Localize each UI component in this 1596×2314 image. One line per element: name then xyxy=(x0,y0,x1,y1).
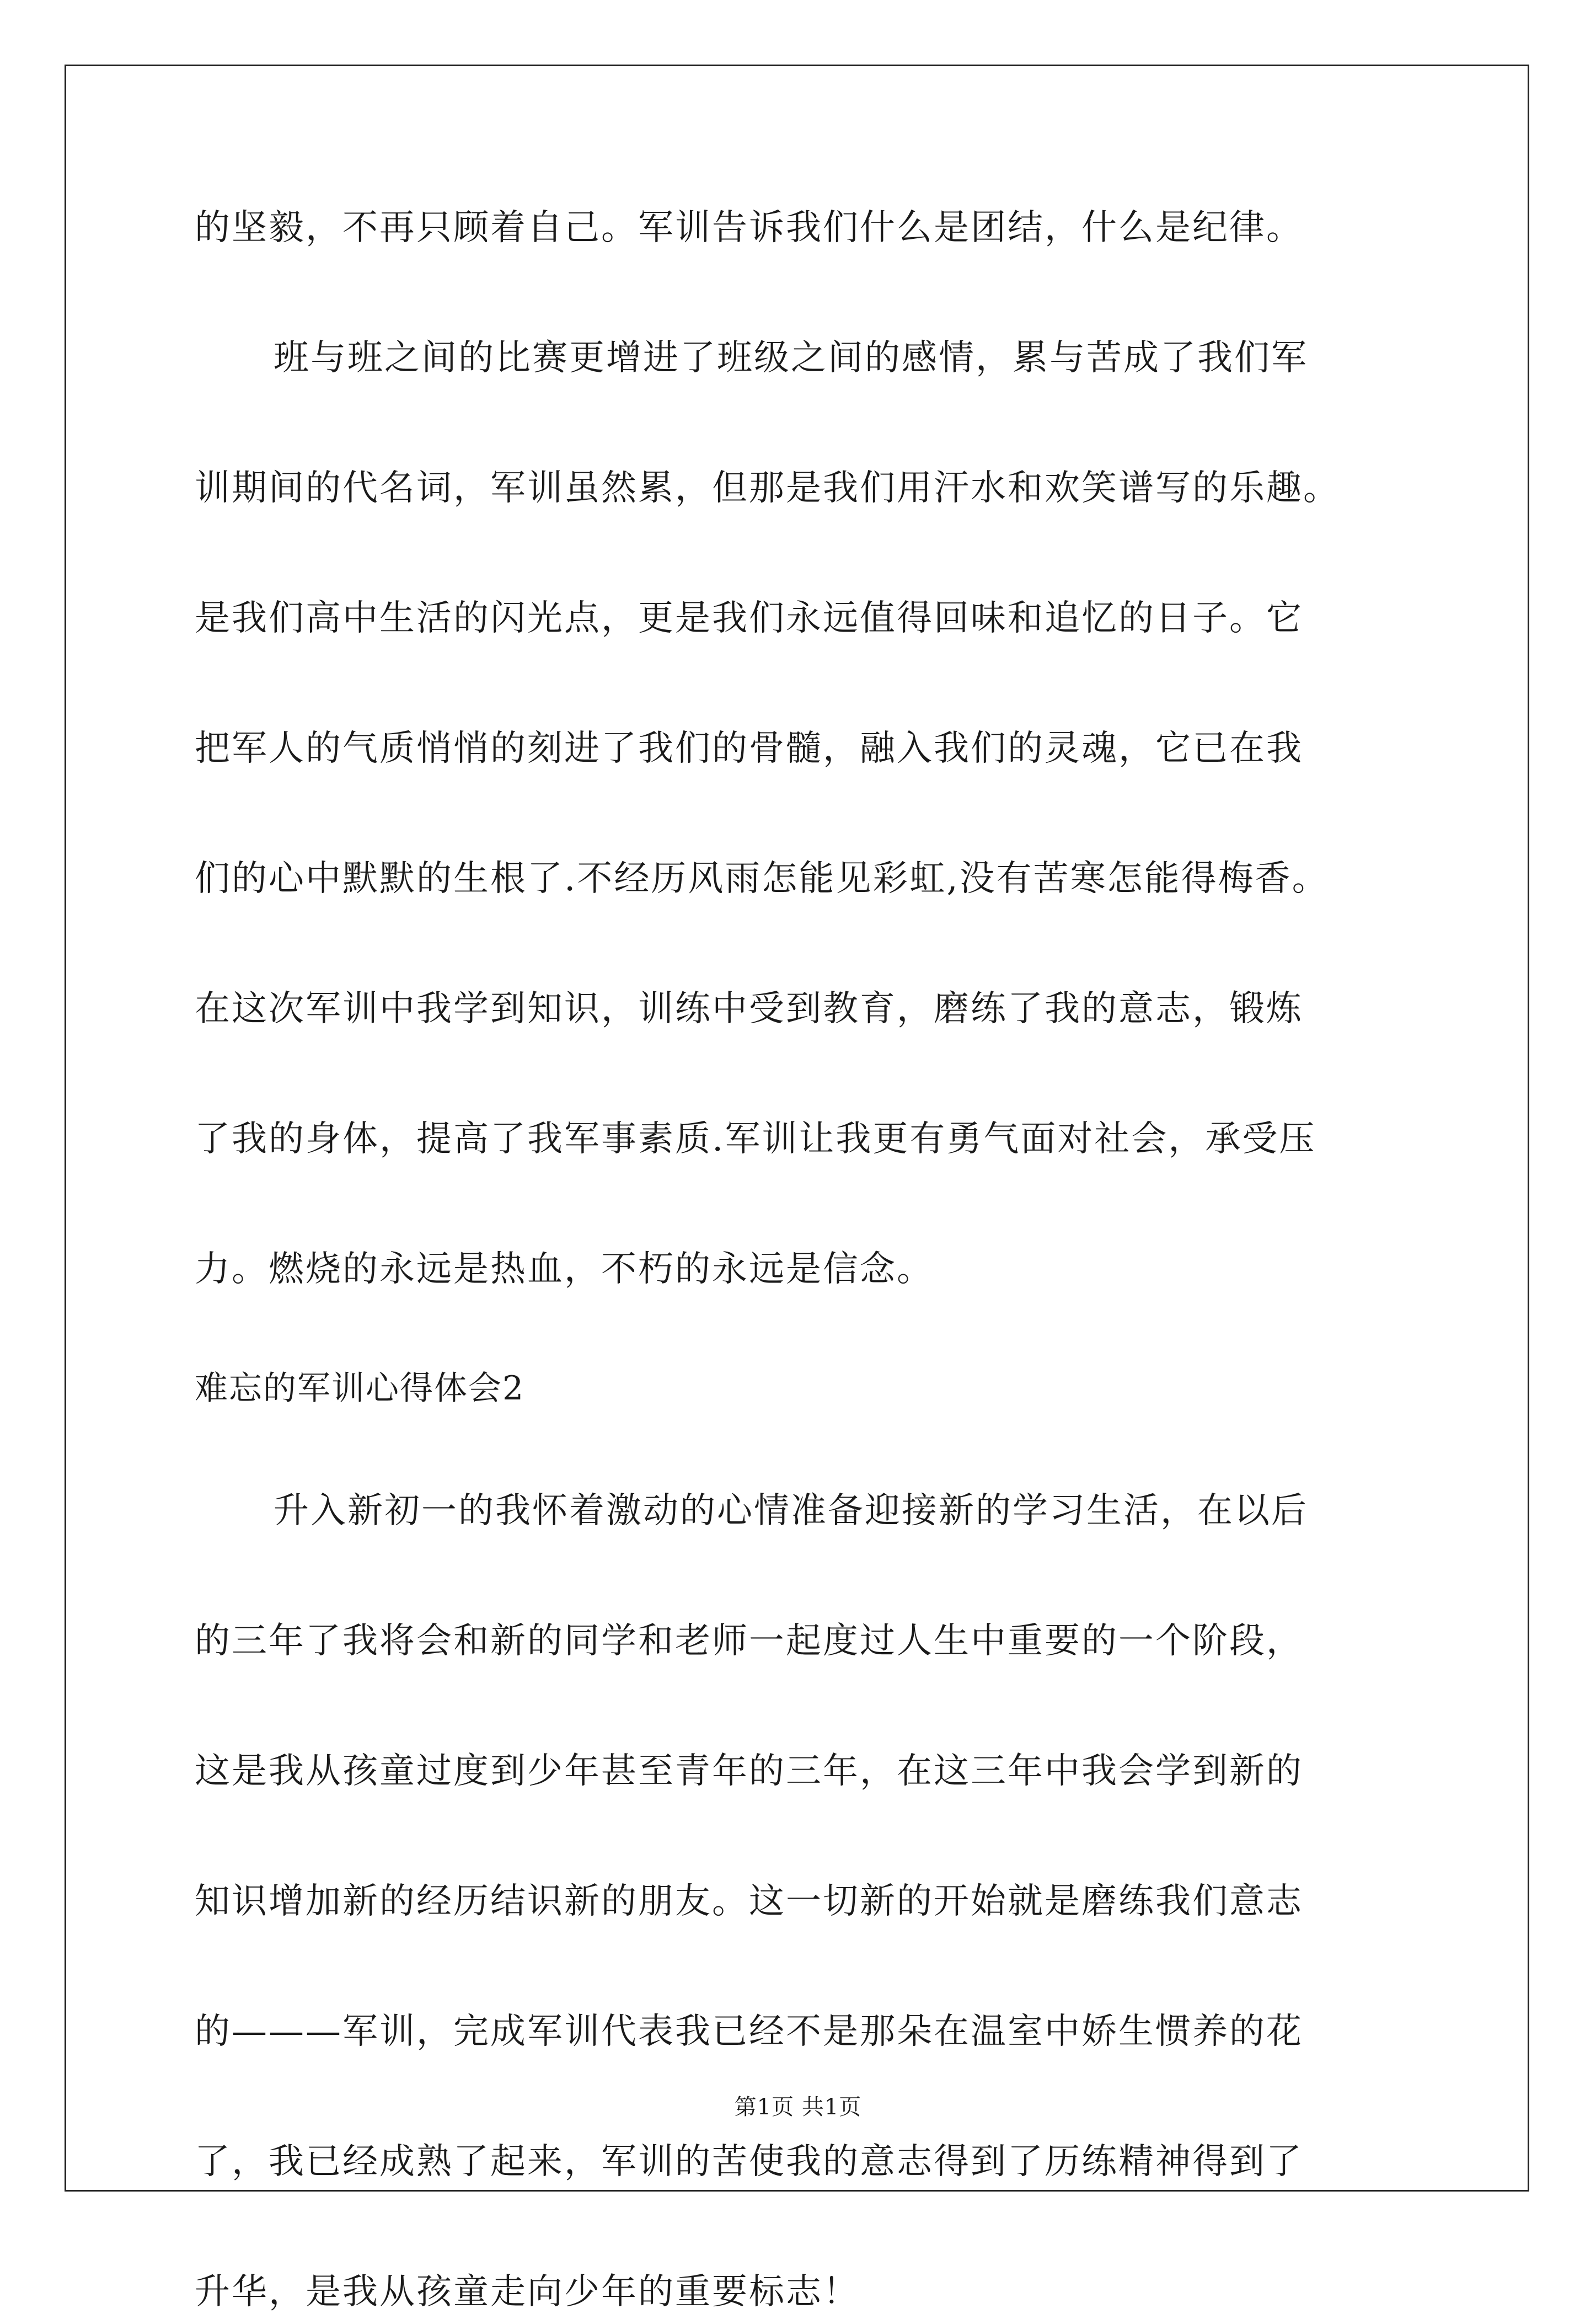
text-line: 升华，是我从孩童走向少年的重要标志！ xyxy=(195,2272,860,2312)
text-line: 在这次军训中我学到知识，训练中受到教育，磨练了我的意志，锻炼 xyxy=(195,988,1303,1029)
text-line: 的坚毅，不再只顾着自己。军训告诉我们什么是团结，什么是纪律。 xyxy=(195,207,1303,248)
text-line: 训期间的代名词，军训虽然累，但那是我们用汗水和欢笑谱写的乐趣。 xyxy=(195,468,1340,509)
paragraph-start-line: 升入新初一的我怀着激动的心情准备迎接新的学习生活，在以后 xyxy=(274,1490,1308,1531)
text-line: 把军人的气质悄悄的刻进了我们的骨髓，融入我们的灵魂，它已在我 xyxy=(195,728,1303,769)
text-line: 了，我已经成熟了起来，军训的苦使我的意志得到了历练精神得到了 xyxy=(195,2141,1303,2182)
text-line: 了我的身体，提高了我军事素质.军训让我更有勇气面对社会，承受压 xyxy=(195,1119,1316,1159)
paragraph-start-line: 班与班之间的比赛更增进了班级之间的感情，累与苦成了我们军 xyxy=(274,338,1308,378)
section-heading: 难忘的军训心得体会2 xyxy=(195,1369,525,1408)
text-line: 的三年了我将会和新的同学和老师一起度过人生中重要的一个阶段， xyxy=(195,1621,1303,1661)
text-line: 知识增加新的经历结识新的朋友。这一切新的开始就是磨练我们意志 xyxy=(195,1881,1303,1922)
text-line: 们的心中默默的生根了.不经历风雨怎能见彩虹,没有苦寒怎能得梅香。 xyxy=(195,858,1329,899)
page-footer: 第1页 共1页 xyxy=(734,2094,862,2120)
text-line: 这是我从孩童过度到少年甚至青年的三年，在这三年中我会学到新的 xyxy=(195,1751,1303,1792)
text-line: 是我们高中生活的闪光点，更是我们永远值得回味和追忆的日子。它 xyxy=(195,598,1303,639)
text-line: 的———军训，完成军训代表我已经不是那朵在温室中娇生惯养的花 xyxy=(195,2011,1303,2052)
text-line: 力。燃烧的永远是热血，不朽的永远是信念。 xyxy=(195,1249,934,1290)
